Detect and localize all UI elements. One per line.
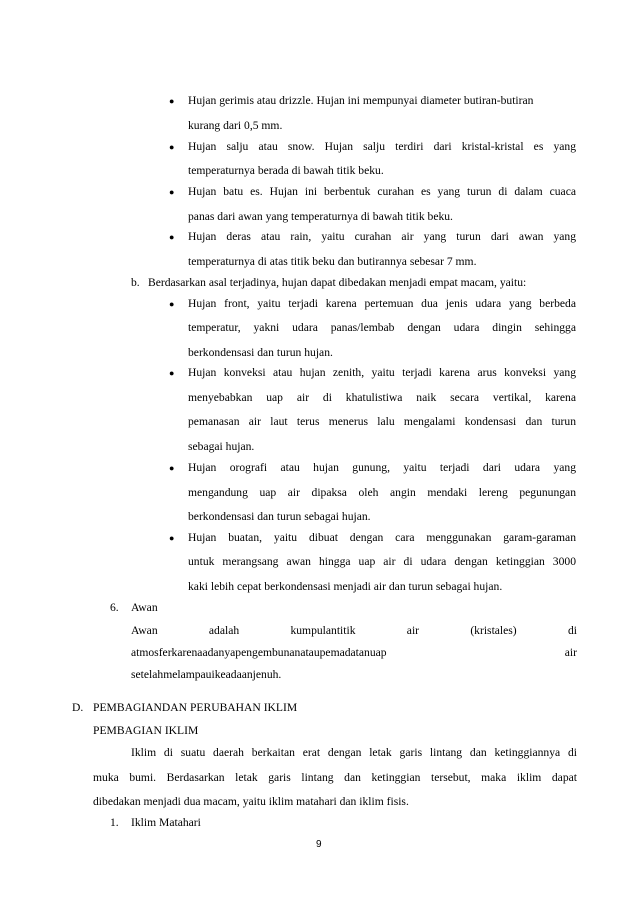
list-marker: 1.: [110, 816, 119, 829]
paragraph-line: Hujan deras atau rain, yaitu curahan air yang turun dari awan yang: [188, 230, 576, 243]
paragraph-line: Hujan buatan, yaitu dibuat dengan cara menggunakan garam-garaman: [188, 531, 576, 544]
paragraph-line: Hujan orografi atau hujan gunung, yaitu terjadi dari udara yang: [188, 461, 576, 474]
paragraph-line: berkondensasi dan turun hujan.: [188, 346, 333, 359]
paragraph-line: sebagai hujan.: [188, 440, 255, 453]
paragraph-line: setelahmelampauikeadaanjenuh.: [131, 668, 282, 681]
paragraph-line: temperaturnya berada di bawah titik beku.: [188, 164, 384, 177]
paragraph-line: muka bumi. Berdasarkan letak garis lintang dan ketinggian tersebut, maka iklim dapat: [93, 771, 577, 784]
paragraph-line: Awan adalah kumpulantitik air (kristales) di: [131, 624, 577, 637]
paragraph-line: pemanasan air laut terus menerus lalu mengalami kondensasi dan turun: [188, 415, 576, 428]
paragraph-line: Hujan front, yaitu terjadi karena pertemuan dua jenis udara yang berbeda: [188, 297, 576, 310]
bullet-icon: ●: [169, 368, 175, 378]
list-marker: b.: [131, 276, 140, 289]
list-marker: 6.: [110, 601, 119, 614]
bullet-icon: ●: [169, 142, 175, 152]
bullet-icon: ●: [169, 232, 175, 242]
page-number: 9: [316, 839, 322, 850]
paragraph-line: mengandung uap air dipaksa oleh angin mendaki lereng pegunungan: [188, 486, 576, 499]
bullet-icon: ●: [169, 463, 175, 473]
section-subheading: PEMBAGIAN IKLIM: [93, 724, 199, 737]
bullet-icon: ●: [169, 533, 175, 543]
paragraph-line: Berdasarkan asal terjadinya, hujan dapat dibedakan menjadi empat macam, yaitu:: [148, 276, 527, 289]
paragraph-line: berkondensasi dan turun sebagai hujan.: [188, 510, 371, 523]
paragraph-line: kaki lebih cepat berkondensasi menjadi air dan turun sebagai hujan.: [188, 580, 503, 593]
paragraph-line: temperatur, yakni udara panas/lembab dengan udara dingin sehingga: [188, 321, 576, 334]
paragraph-line: untuk merangsang awan hingga uap air di udara dengan ketinggian 3000: [188, 555, 576, 568]
bullet-icon: ●: [169, 96, 175, 106]
item-title: Iklim Matahari: [131, 816, 201, 829]
paragraph-line: Hujan batu es. Hujan ini berbentuk curahan es yang turun di dalam cuaca: [188, 185, 576, 198]
paragraph-line: atmosferkarenaadanyapengembunanataupemadatanuap air: [131, 646, 577, 659]
section-heading: PEMBAGIANDAN PERUBAHAN IKLIM: [93, 701, 298, 714]
paragraph-line: dibedakan menjadi dua macam, yaitu iklim matahari dan iklim fisis.: [93, 795, 409, 808]
paragraph-line: menyebabkan uap air di khatulistiwa naik secara vertikal, karena: [188, 391, 576, 404]
item-title: Awan: [131, 601, 158, 614]
paragraph-line: Hujan salju atau snow. Hujan salju terdiri dari kristal-kristal es yang: [188, 140, 576, 153]
paragraph-line: kurang dari 0,5 mm.: [188, 119, 283, 132]
bullet-icon: ●: [169, 299, 175, 309]
paragraph-line: Hujan gerimis atau drizzle. Hujan ini mempunyai diameter butiran-butiran: [188, 94, 534, 107]
bullet-icon: ●: [169, 187, 175, 197]
paragraph-line: Iklim di suatu daerah berkaitan erat dengan letak garis lintang dan ketinggiannya di: [131, 746, 577, 759]
paragraph-line: Hujan konveksi atau hujan zenith, yaitu terjadi karena arus konveksi yang: [188, 366, 576, 379]
paragraph-line: temperaturnya di atas titik beku dan butirannya sebesar 7 mm.: [188, 255, 477, 268]
section-marker: D.: [72, 701, 84, 714]
paragraph-line: panas dari awan yang temperaturnya di bawah titik beku.: [188, 210, 453, 223]
